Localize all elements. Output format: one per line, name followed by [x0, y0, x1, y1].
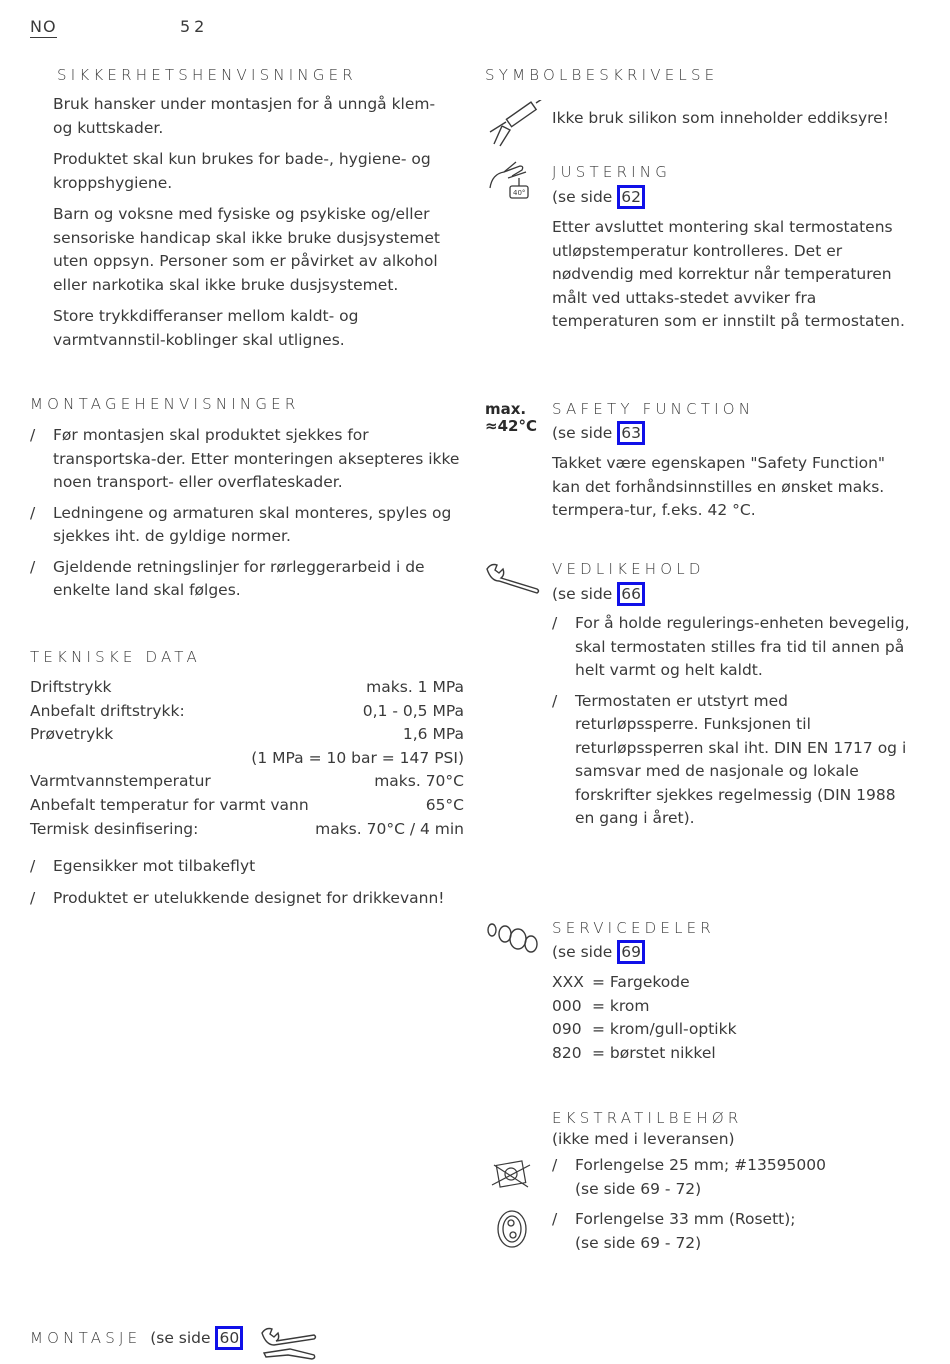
safety-function-heading: SAFETY FUNCTION [552, 400, 755, 418]
color-code-desc: = børstet nikkel [592, 1043, 716, 1062]
bullet: / [552, 614, 558, 632]
icon-text: max. [485, 400, 527, 418]
bullet: / [30, 426, 36, 444]
color-code-desc: = krom/gull-optikk [592, 1020, 737, 1038]
maintenance-reference [552, 582, 645, 606]
wrench-icon [485, 563, 541, 595]
rosette-icon [494, 1208, 530, 1250]
list-item-text: Før montasjen skal produktet sjekkes for transportska-der. Etter monteringen aksepteres ikke noen transport- eller overflateskader. [53, 426, 460, 491]
icon-text: ≈42°C [485, 417, 537, 435]
tech-label: Prøvetrykk [30, 725, 114, 743]
extra-subtitle: (ikke med i leveransen) [552, 1130, 735, 1148]
page-link-69[interactable]: 69 [617, 940, 645, 964]
bullet: / [552, 1210, 558, 1228]
list-item-reference: (se side 69 - 72) [575, 1233, 702, 1252]
tech-value: 65°C [425, 796, 464, 814]
color-code-row [552, 995, 852, 1019]
svg-text:40°: 40° [513, 189, 526, 197]
safety-heading: SIKKERHETSHENVISNINGER [57, 66, 357, 84]
page-number: 52 [180, 17, 209, 36]
list-item-text: For å holde regulerings-enheten bevegelig, skal termostaten stilles fra tid til annen på helt varmt og helt kaldt. [575, 614, 910, 679]
hand-thermometer-icon [486, 160, 538, 206]
footer-montage [30, 1326, 243, 1350]
tech-row [30, 794, 464, 818]
symbols-heading: SYMBOLBESKRIVELSE [485, 66, 719, 84]
page-link-60[interactable]: 60 [215, 1326, 243, 1350]
reference-prefix: (se side [552, 188, 618, 206]
color-code: 820 [552, 1043, 582, 1062]
tech-value: maks. 70°C [374, 772, 464, 790]
extra-heading: EKSTRATILBEHØR [552, 1109, 743, 1127]
reference-prefix: (se side [552, 943, 618, 961]
maintenance-list [552, 612, 914, 831]
service-heading: SERVICEDELER [552, 919, 715, 937]
list-item-text: Ledningene og armaturen skal monteres, spyles og sjekkes iht. de gyldige normer. [53, 503, 452, 545]
list-item-text: Produktet er utelukkende designet for drikkevann! [53, 888, 445, 907]
color-code-list [552, 971, 852, 1065]
adjust-heading: JUSTERING [552, 163, 672, 181]
color-code-row [552, 1018, 852, 1042]
silicone-warning: Ikke bruk silikon som inneholder eddiksyre! [552, 109, 889, 127]
bullet: / [30, 503, 36, 522]
list-item [552, 612, 914, 683]
tech-notes [30, 855, 460, 910]
list-item [552, 1154, 892, 1201]
tech-label: Anbefalt temperatur for varmt vann [30, 796, 309, 814]
tech-row [30, 818, 464, 842]
bullet: / [30, 557, 36, 576]
list-item-text: Termostaten er utstyrt med returløpssperre. Funksjonen til returløpssperren skal iht. DIN EN 1717 og i samsvar med de nasjonale og lokale forskrifter sjekkes regelmessig (DIN 1988 en gang i året). [575, 691, 907, 827]
max-temperature-icon [485, 401, 537, 435]
color-code-row [552, 1042, 852, 1066]
bullet: / [552, 691, 558, 710]
service-parts-icon [485, 920, 541, 956]
safety-section [53, 93, 458, 352]
safety-paragraph: Store trykkdifferanser mellom kaldt- og varmtvannstil-koblinger skal utlignes. [53, 307, 359, 349]
color-code: XXX [552, 973, 584, 991]
extra-item [552, 1208, 892, 1255]
safety-function-reference [552, 421, 645, 445]
page-link-62[interactable]: 62 [617, 185, 645, 209]
tech-label: Varmtvannstemperatur [30, 772, 211, 790]
tech-row [30, 700, 464, 724]
montage-footer-heading: MONTASJE [30, 1329, 142, 1347]
tech-label: Anbefalt driftstrykk: [30, 702, 185, 720]
reference-prefix: (se side [552, 585, 618, 603]
list-item [30, 855, 460, 879]
reference-prefix: (se side [150, 1329, 216, 1347]
reference-prefix: (se side [552, 424, 618, 442]
tech-label: Driftstrykk [30, 678, 112, 696]
service-reference [552, 940, 645, 964]
bullet: / [552, 1156, 558, 1174]
safety-paragraph: Bruk hansker under montasjen for å unngå klem- og kuttskader. [53, 95, 436, 137]
tech-heading: TEKNISKE DATA [30, 648, 201, 666]
maintenance-heading: VEDLIKEHOLD [552, 560, 705, 578]
list-item-text: Forlengelse 33 mm (Rosett); [575, 1210, 796, 1228]
color-code-desc: = krom [592, 996, 650, 1015]
tech-value: maks. 1 MPa [366, 678, 464, 696]
tech-value: (1 MPa = 10 bar = 147 PSI) [251, 749, 464, 767]
tech-value: 1,6 MPa [402, 725, 464, 743]
page-link-63[interactable]: 63 [617, 421, 645, 445]
safety-paragraph: Produktet skal kun brukes for bade-, hygiene- og kroppshygiene. [53, 150, 431, 192]
list-item-reference: (se side 69 - 72) [575, 1179, 702, 1198]
tech-label: Termisk desinfisering: [30, 820, 199, 838]
tech-value: maks. 70°C / 4 min [315, 820, 464, 838]
tech-row [30, 770, 464, 794]
safety-function-description: Takket være egenskapen "Safety Function" kan det forhåndsinnstilles en ønsket maks. termpera-tur, f.eks. 42 °C. [552, 454, 886, 519]
tech-value: 0,1 - 0,5 MPa [362, 702, 464, 720]
safety-paragraph: Barn og voksne med fysiske og psykiske og/eller sensoriske handicap skal ikke bruke dusjsystemet uten oppsyn. Personer som er påvirket av alkohol eller narkotika skal ikke bruke dusjsystemet. [53, 205, 441, 294]
tech-row [30, 676, 464, 700]
page-link-66[interactable]: 66 [617, 582, 645, 606]
montage-heading: MONTAGEHENVISNINGER [30, 395, 300, 413]
color-code: 000 [552, 996, 582, 1015]
list-item [552, 690, 914, 831]
list-item-text: Forlengelse 25 mm; #13595000 [575, 1156, 826, 1174]
color-code: 090 [552, 1020, 582, 1038]
adjust-description: Etter avsluttet montering skal termostatens utløpstemperatur kontrolleres. Det er nødvendig med korrektur når temperaturen målt ved uttaks-stedet avviker fra temperaturen som er innstilt på termostaten. [552, 218, 905, 330]
bullet: / [30, 857, 36, 875]
list-item [552, 1208, 892, 1255]
color-code-row [552, 971, 852, 995]
bullet: / [30, 888, 36, 907]
list-item-text: Egensikker mot tilbakeflyt [53, 857, 256, 875]
adjust-reference [552, 185, 645, 209]
list-item [30, 502, 460, 549]
list-item [30, 887, 460, 911]
tech-row [30, 723, 464, 747]
silicone-gun-icon [488, 100, 544, 148]
extension-icon [490, 1155, 534, 1195]
tools-icon [260, 1325, 318, 1361]
list-item [30, 556, 460, 603]
montage-list [30, 424, 460, 603]
color-code-desc: = Fargekode [592, 973, 690, 991]
list-item-text: Gjeldende retningslinjer for rørleggerarbeid i de enkelte land skal følges. [53, 557, 425, 599]
language-code: NO [30, 17, 57, 36]
extra-item [552, 1154, 892, 1201]
list-item [30, 424, 460, 495]
